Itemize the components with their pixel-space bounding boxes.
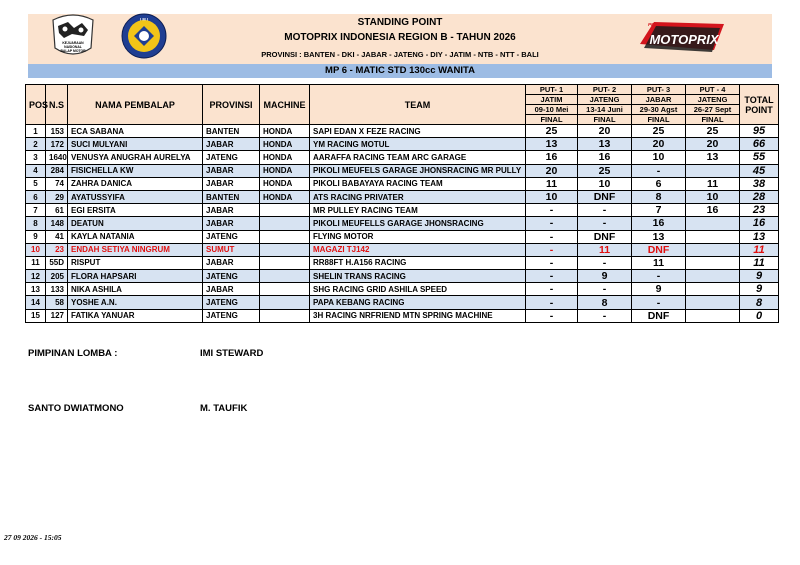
team-cell: FLYING MOTOR <box>310 230 526 243</box>
imi-logo <box>120 12 168 60</box>
ns-cell: 29 <box>46 190 68 203</box>
team-cell: ATS RACING PRIVATER <box>310 190 526 203</box>
motoprix-logo-small-text: PERTAMAX <box>648 22 673 27</box>
standings-body <box>26 125 779 323</box>
steward-name: M. TAUFIK <box>200 403 248 414</box>
motoprix-logo <box>634 14 730 60</box>
machine-cell: HONDA <box>260 164 310 177</box>
round-2-points-cell: - <box>578 283 632 296</box>
pos-cell: 11 <box>26 256 46 269</box>
round-1-points-cell: - <box>526 230 578 243</box>
province-cell: JABAR <box>203 138 260 151</box>
ns-cell: 74 <box>46 177 68 190</box>
round-3-stage: FINAL <box>632 115 686 125</box>
standings-row <box>26 164 779 177</box>
round-4-points-cell: 20 <box>686 138 740 151</box>
team-cell: PIKOLI MEUFELS GARAGE JHONSRACING MR PULLY <box>310 164 526 177</box>
ns-cell: 23 <box>46 243 68 256</box>
standings-row <box>26 243 779 256</box>
province-cell: BANTEN <box>203 125 260 138</box>
province-cell: JABAR <box>203 256 260 269</box>
round-1-date: 09-10 Mei <box>526 105 578 115</box>
province-list: PROVINSI : BANTEN - DKI - JABAR - JATENG - DIY - JATIM - NTB - NTT - BALI <box>261 50 539 59</box>
ns-cell: 127 <box>46 309 68 322</box>
round-3-points-cell: 7 <box>632 204 686 217</box>
round-3-points-cell: - <box>632 164 686 177</box>
round-3-points-cell: 20 <box>632 138 686 151</box>
round-4-points-cell: 11 <box>686 177 740 190</box>
round-2-points-cell: DNF <box>578 190 632 203</box>
round-4-label: PUT - 4 <box>686 85 740 95</box>
round-4-points-cell <box>686 309 740 322</box>
col-total-line1: TOTAL <box>744 94 774 105</box>
round-1-points-cell: 16 <box>526 151 578 164</box>
rider-name-cell: FATIKA YANUAR <box>68 309 203 322</box>
col-ns: N.S <box>46 85 68 125</box>
round-1-points-cell: 10 <box>526 190 578 203</box>
team-cell: PIKOLI BABAYAYA RACING TEAM <box>310 177 526 190</box>
round-4-points-cell <box>686 243 740 256</box>
machine-cell <box>260 204 310 217</box>
ns-cell: 41 <box>46 230 68 243</box>
ns-cell: 1640 <box>46 151 68 164</box>
pos-cell: 13 <box>26 283 46 296</box>
province-cell: JABAR <box>203 177 260 190</box>
round-2-points-cell: - <box>578 217 632 230</box>
total-points-cell: 11 <box>740 256 779 269</box>
standings-row <box>26 309 779 322</box>
round-3-points-cell: 10 <box>632 151 686 164</box>
province-cell: BANTEN <box>203 190 260 203</box>
round-3-points-cell: 11 <box>632 256 686 269</box>
total-points-cell: 95 <box>740 125 779 138</box>
round-3-date: 29-30 Agst <box>632 105 686 115</box>
total-points-cell: 13 <box>740 230 779 243</box>
round-2-province: JATENG <box>578 95 632 105</box>
round-3-points-cell: - <box>632 270 686 283</box>
standings-row <box>26 125 779 138</box>
round-4-points-cell: 16 <box>686 204 740 217</box>
round-2-points-cell: - <box>578 309 632 322</box>
round-4-points-cell: 13 <box>686 151 740 164</box>
round-2-points-cell: 13 <box>578 138 632 151</box>
round-2-points-cell: 11 <box>578 243 632 256</box>
round-4-points-cell <box>686 217 740 230</box>
machine-cell: HONDA <box>260 125 310 138</box>
round-2-points-cell: - <box>578 204 632 217</box>
motoprix-logo-text: MOTOPRIX <box>649 32 719 47</box>
team-cell: SHG RACING GRID ASHILA SPEED <box>310 283 526 296</box>
round-4-points-cell <box>686 270 740 283</box>
round-3-points-cell: 6 <box>632 177 686 190</box>
province-cell: SUMUT <box>203 243 260 256</box>
province-cell: JATENG <box>203 296 260 309</box>
ns-cell: 205 <box>46 270 68 283</box>
class-title: MP 6 - MATIC STD 130cc WANITA <box>28 64 772 78</box>
rider-name-cell: KAYLA NATANIA <box>68 230 203 243</box>
round-3-points-cell: 8 <box>632 190 686 203</box>
team-cell: MR PULLEY RACING TEAM <box>310 204 526 217</box>
round-2-points-cell: 9 <box>578 270 632 283</box>
pos-cell: 12 <box>26 270 46 283</box>
standings-row <box>26 230 779 243</box>
round-2-stage: FINAL <box>578 115 632 125</box>
ns-cell: 172 <box>46 138 68 151</box>
province-cell: JABAR <box>203 164 260 177</box>
round-1-points-cell: 20 <box>526 164 578 177</box>
team-cell: PIKOLI MEUFELLS GARAGE JHONSRACING <box>310 217 526 230</box>
round-4-points-cell <box>686 164 740 177</box>
machine-cell <box>260 296 310 309</box>
round-4-points-cell: 10 <box>686 190 740 203</box>
race-director-name: SANTO DWIATMONO <box>28 403 124 414</box>
round-1-stage: FINAL <box>526 115 578 125</box>
round-4-stage: FINAL <box>686 115 740 125</box>
ns-cell: 148 <box>46 217 68 230</box>
total-points-cell: 11 <box>740 243 779 256</box>
round-3-points-cell: 9 <box>632 283 686 296</box>
round-2-points-cell: 10 <box>578 177 632 190</box>
machine-cell: HONDA <box>260 151 310 164</box>
race-director-title: PIMPINAN LOMBA : <box>28 348 118 359</box>
round-4-points-cell <box>686 283 740 296</box>
col-name: NAMA PEMBALAP <box>68 85 203 125</box>
machine-cell <box>260 230 310 243</box>
col-pos: POS <box>26 85 46 125</box>
province-cell: JATENG <box>203 230 260 243</box>
round-3-points-cell: 13 <box>632 230 686 243</box>
event-title: MOTOPRIX INDONESIA REGION B - TAHUN 2026 <box>284 32 516 43</box>
standings-row <box>26 296 779 309</box>
total-points-cell: 9 <box>740 283 779 296</box>
round-3-label: PUT- 3 <box>632 85 686 95</box>
championship-logo <box>48 10 98 60</box>
machine-cell <box>260 217 310 230</box>
col-team: TEAM <box>310 85 526 125</box>
pos-cell: 9 <box>26 230 46 243</box>
ns-cell: 153 <box>46 125 68 138</box>
round-2-points-cell: 20 <box>578 125 632 138</box>
machine-cell: HONDA <box>260 138 310 151</box>
machine-cell <box>260 283 310 296</box>
pos-cell: 6 <box>26 190 46 203</box>
ns-cell: 61 <box>46 204 68 217</box>
standings-row <box>26 256 779 269</box>
pos-cell: 2 <box>26 138 46 151</box>
team-cell: YM RACING MOTUL <box>310 138 526 151</box>
total-points-cell: 0 <box>740 309 779 322</box>
round-3-province: JABAR <box>632 95 686 105</box>
rider-name-cell: VENUSYA ANUGRAH AURELYA <box>68 151 203 164</box>
pos-cell: 14 <box>26 296 46 309</box>
standings-row <box>26 283 779 296</box>
round-2-points-cell: 16 <box>578 151 632 164</box>
pos-cell: 5 <box>26 177 46 190</box>
round-3-points-cell: 25 <box>632 125 686 138</box>
rider-name-cell: YOSHE A.N. <box>68 296 203 309</box>
steward-title: IMI STEWARD <box>200 348 264 359</box>
standings-table <box>25 84 779 323</box>
standings-row <box>26 190 779 203</box>
championship-logo-text-2: NASIONAL <box>64 45 82 49</box>
standings-row <box>26 270 779 283</box>
machine-cell <box>260 243 310 256</box>
round-1-label: PUT- 1 <box>526 85 578 95</box>
round-4-points-cell <box>686 230 740 243</box>
rider-name-cell: NIKA ASHILA <box>68 283 203 296</box>
round-3-points-cell: 16 <box>632 217 686 230</box>
championship-logo-text-1: KEJUARAAN <box>62 41 84 45</box>
total-points-cell: 16 <box>740 217 779 230</box>
province-cell: JATENG <box>203 151 260 164</box>
total-points-cell: 23 <box>740 204 779 217</box>
ns-cell: 58 <box>46 296 68 309</box>
pos-cell: 10 <box>26 243 46 256</box>
standings-row <box>26 177 779 190</box>
round-2-points-cell: - <box>578 256 632 269</box>
round-3-points-cell: DNF <box>632 309 686 322</box>
ns-cell: 55D <box>46 256 68 269</box>
pos-cell: 15 <box>26 309 46 322</box>
col-prov: PROVINSI <box>203 85 260 125</box>
round-1-points-cell: - <box>526 283 578 296</box>
machine-cell <box>260 309 310 322</box>
rider-name-cell: DEATUN <box>68 217 203 230</box>
total-points-cell: 55 <box>740 151 779 164</box>
col-machine: MACHINE <box>260 85 310 125</box>
total-points-cell: 9 <box>740 270 779 283</box>
ns-cell: 284 <box>46 164 68 177</box>
total-points-cell: 28 <box>740 190 779 203</box>
round-2-date: 13-14 Juni <box>578 105 632 115</box>
pos-cell: 1 <box>26 125 46 138</box>
machine-cell <box>260 256 310 269</box>
province-cell: JATENG <box>203 309 260 322</box>
team-cell: 3H RACING NRFRIEND MTN SPRING MACHINE <box>310 309 526 322</box>
round-1-points-cell: 25 <box>526 125 578 138</box>
rider-name-cell: RISPUT <box>68 256 203 269</box>
rider-name-cell: ECA SABANA <box>68 125 203 138</box>
machine-cell <box>260 270 310 283</box>
round-4-province: JATENG <box>686 95 740 105</box>
total-points-cell: 8 <box>740 296 779 309</box>
pos-cell: 7 <box>26 204 46 217</box>
round-2-points-cell: 25 <box>578 164 632 177</box>
pos-cell: 8 <box>26 217 46 230</box>
rider-name-cell: ENDAH SETIYA NINGRUM <box>68 243 203 256</box>
team-cell: PAPA KEBANG RACING <box>310 296 526 309</box>
total-points-cell: 38 <box>740 177 779 190</box>
province-cell: JATENG <box>203 270 260 283</box>
round-2-points-cell: DNF <box>578 230 632 243</box>
round-2-points-cell: 8 <box>578 296 632 309</box>
rider-name-cell: FISICHELLA KW <box>68 164 203 177</box>
rider-name-cell: AYATUSSYIFA <box>68 190 203 203</box>
rider-name-cell: SUCI MULYANI <box>68 138 203 151</box>
rider-name-cell: EGI ERSITA <box>68 204 203 217</box>
round-4-date: 26-27 Sept <box>686 105 740 115</box>
round-1-points-cell: 13 <box>526 138 578 151</box>
round-2-label: PUT- 2 <box>578 85 632 95</box>
header-row-label <box>26 85 779 95</box>
machine-cell: HONDA <box>260 190 310 203</box>
round-1-points-cell: - <box>526 256 578 269</box>
standings-row <box>26 217 779 230</box>
round-4-points-cell <box>686 296 740 309</box>
col-total <box>740 85 779 125</box>
round-1-points-cell: - <box>526 309 578 322</box>
round-1-points-cell: - <box>526 270 578 283</box>
machine-cell: HONDA <box>260 177 310 190</box>
round-1-points-cell: - <box>526 204 578 217</box>
province-cell: JABAR <box>203 217 260 230</box>
championship-logo-text-3: BALAP MOTOR <box>60 49 86 53</box>
standings-row <box>26 151 779 164</box>
round-1-points-cell: - <box>526 217 578 230</box>
imi-logo-text: I M I <box>140 16 148 22</box>
total-points-cell: 45 <box>740 164 779 177</box>
round-1-points-cell: - <box>526 296 578 309</box>
standings-row <box>26 138 779 151</box>
rider-name-cell: FLORA HAPSARI <box>68 270 203 283</box>
round-1-points-cell: - <box>526 243 578 256</box>
team-cell: MAGAZI TJ142 <box>310 243 526 256</box>
round-3-points-cell: DNF <box>632 243 686 256</box>
round-3-points-cell: - <box>632 296 686 309</box>
province-cell: JABAR <box>203 283 260 296</box>
ns-cell: 133 <box>46 283 68 296</box>
pos-cell: 4 <box>26 164 46 177</box>
pos-cell: 3 <box>26 151 46 164</box>
rider-name-cell: ZAHRA DANICA <box>68 177 203 190</box>
round-1-points-cell: 11 <box>526 177 578 190</box>
round-4-points-cell <box>686 256 740 269</box>
team-cell: SAPI EDAN X FEZE RACING <box>310 125 526 138</box>
report-title: STANDING POINT <box>357 17 443 28</box>
round-4-points-cell: 25 <box>686 125 740 138</box>
print-timestamp: 27 09 2026 - 15:05 <box>4 533 62 542</box>
province-cell: JABAR <box>203 204 260 217</box>
team-cell: AARAFFA RACING TEAM ARC GARAGE <box>310 151 526 164</box>
standings-row <box>26 204 779 217</box>
team-cell: RR88FT H.A156 RACING <box>310 256 526 269</box>
total-points-cell: 66 <box>740 138 779 151</box>
team-cell: SHELIN TRANS RACING <box>310 270 526 283</box>
col-total-line2: POINT <box>745 104 773 115</box>
round-1-province: JATIM <box>526 95 578 105</box>
